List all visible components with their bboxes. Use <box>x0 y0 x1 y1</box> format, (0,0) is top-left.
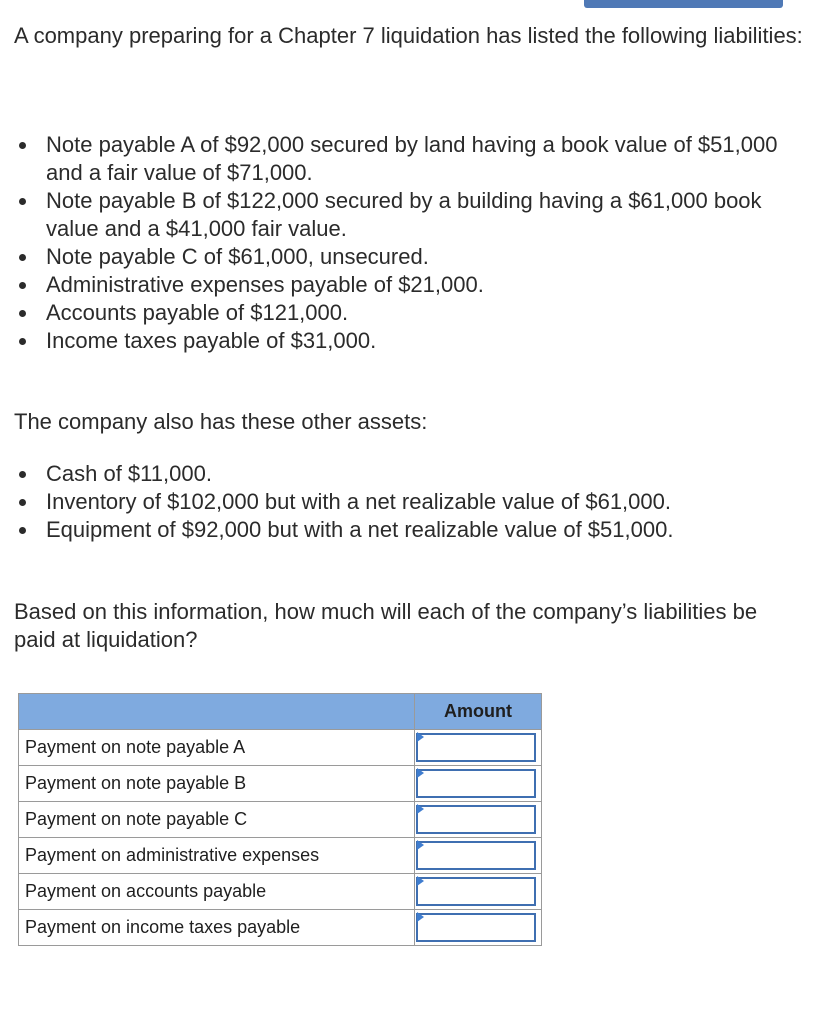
list-item <box>0 299 800 327</box>
bullet-icon <box>19 254 26 261</box>
amount-cell <box>415 730 542 766</box>
amount-input-note-c[interactable] <box>416 805 536 834</box>
row-label: Payment on administrative expenses <box>19 838 415 874</box>
bullet-icon <box>19 282 26 289</box>
cell-marker-icon <box>417 768 424 778</box>
liability-text: Note payable B of $122,000 secured by a building having a $61,000 book value and a $41,000 fair value. <box>46 188 762 241</box>
list-item <box>0 271 800 299</box>
cell-marker-icon <box>417 732 424 742</box>
asset-text: Equipment of $92,000 but with a net realizable value of $51,000. <box>46 517 674 542</box>
table-header-label <box>19 694 415 730</box>
amount-cell <box>415 874 542 910</box>
bullet-icon <box>19 499 26 506</box>
cell-marker-icon <box>417 840 424 850</box>
row-label: Payment on note payable A <box>19 730 415 766</box>
list-item <box>0 131 800 187</box>
assets-list <box>0 460 800 544</box>
asset-text: Cash of $11,000. <box>46 461 212 486</box>
table-row <box>19 766 542 802</box>
assets-intro-text: The company also has these other assets: <box>14 409 428 434</box>
liability-text: Accounts payable of $121,000. <box>46 300 349 325</box>
cell-marker-icon <box>417 912 424 922</box>
list-item <box>0 516 800 544</box>
liabilities-list <box>0 131 800 355</box>
top-action-bar[interactable] <box>584 0 783 8</box>
table-row <box>19 802 542 838</box>
table-header-row <box>19 694 542 730</box>
bullet-icon <box>19 142 26 149</box>
asset-text: Inventory of $102,000 but with a net realizable value of $61,000. <box>46 489 671 514</box>
question-text: Based on this information, how much will each of the company’s liabilities be paid at liquidation? <box>14 599 758 652</box>
amount-input-accounts-payable[interactable] <box>416 877 536 906</box>
list-item <box>0 187 800 243</box>
cell-marker-icon <box>417 804 424 814</box>
list-item <box>0 488 800 516</box>
table-row <box>19 838 542 874</box>
list-item <box>0 243 800 271</box>
amount-input-income-taxes[interactable] <box>416 913 536 942</box>
intro-text: A company preparing for a Chapter 7 liquidation has listed the following liabilities: <box>14 23 803 48</box>
cell-marker-icon <box>417 876 424 886</box>
table-header-amount: Amount <box>415 694 542 730</box>
table-row <box>19 910 542 946</box>
table-row <box>19 874 542 910</box>
amount-cell <box>415 766 542 802</box>
liability-text: Administrative expenses payable of $21,000. <box>46 272 484 297</box>
list-item <box>0 460 800 488</box>
bullet-icon <box>19 310 26 317</box>
row-label: Payment on note payable B <box>19 766 415 802</box>
amount-cell <box>415 838 542 874</box>
list-item <box>0 327 800 355</box>
amount-cell <box>415 802 542 838</box>
amount-input-admin-expenses[interactable] <box>416 841 536 870</box>
row-label: Payment on income taxes payable <box>19 910 415 946</box>
amount-input-note-a[interactable] <box>416 733 536 762</box>
bullet-icon <box>19 338 26 345</box>
liability-text: Note payable A of $92,000 secured by land having a book value of $51,000 and a fair value of $71,000. <box>46 132 778 185</box>
liability-text: Income taxes payable of $31,000. <box>46 328 377 353</box>
table-row <box>19 730 542 766</box>
row-label: Payment on note payable C <box>19 802 415 838</box>
row-label: Payment on accounts payable <box>19 874 415 910</box>
bullet-icon <box>19 198 26 205</box>
payment-table <box>18 693 542 946</box>
bullet-icon <box>19 527 26 534</box>
bullet-icon <box>19 471 26 478</box>
amount-input-note-b[interactable] <box>416 769 536 798</box>
liability-text: Note payable C of $61,000, unsecured. <box>46 244 429 269</box>
amount-cell <box>415 910 542 946</box>
